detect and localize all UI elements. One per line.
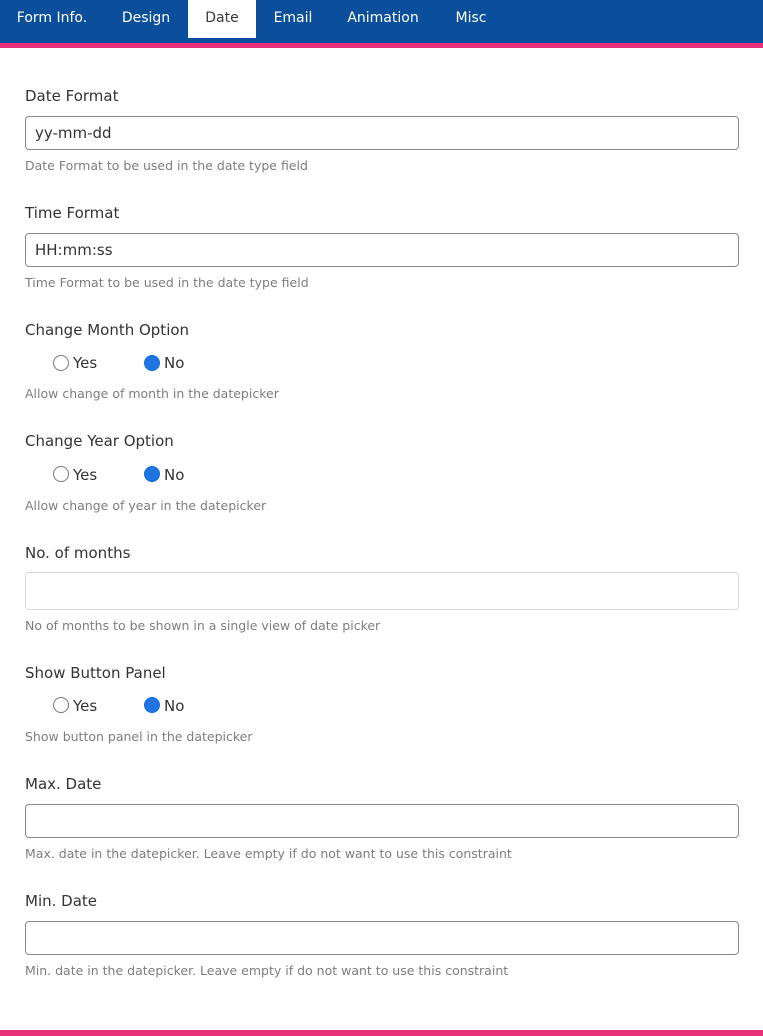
num-months-input[interactable] xyxy=(25,572,739,610)
min-date-label: Min. Date xyxy=(25,892,98,910)
change-year-yes-label[interactable]: Yes xyxy=(73,466,98,484)
change-month-yes-label[interactable]: Yes xyxy=(73,354,98,372)
change-month-no-radio[interactable] xyxy=(144,355,160,371)
change-year-label: Change Year Option xyxy=(25,432,174,450)
change-month-no-label[interactable]: No xyxy=(164,354,185,372)
tab-misc[interactable]: Misc xyxy=(455,10,487,26)
min-date-help: Min. date in the datepicker. Leave empty if do not want to use this constraint xyxy=(25,963,509,978)
max-date-label: Max. Date xyxy=(25,775,102,793)
tab-bar xyxy=(0,0,763,48)
button-panel-label: Show Button Panel xyxy=(25,664,166,682)
button-panel-no-label[interactable]: No xyxy=(164,697,185,715)
tab-date[interactable]: Date xyxy=(188,0,256,38)
change-year-no-radio[interactable] xyxy=(144,466,160,482)
date-format-label: Date Format xyxy=(25,87,119,105)
button-panel-no-radio[interactable] xyxy=(144,697,160,713)
button-panel-help: Show button panel in the datepicker xyxy=(25,729,253,744)
change-year-no-label[interactable]: No xyxy=(164,466,185,484)
max-date-help: Max. date in the datepicker. Leave empty if do not want to use this constraint xyxy=(25,846,512,861)
time-format-input[interactable] xyxy=(25,233,739,267)
date-format-input[interactable] xyxy=(25,116,739,150)
time-format-help: Time Format to be used in the date type field xyxy=(25,275,309,290)
change-year-yes-radio[interactable] xyxy=(53,466,69,482)
change-month-yes-radio[interactable] xyxy=(53,355,69,371)
min-date-input[interactable] xyxy=(25,921,739,955)
change-month-help: Allow change of month in the datepicker xyxy=(25,386,279,401)
max-date-input[interactable] xyxy=(25,804,739,838)
button-panel-yes-label[interactable]: Yes xyxy=(73,697,98,715)
change-month-label: Change Month Option xyxy=(25,321,190,339)
change-year-help: Allow change of year in the datepicker xyxy=(25,498,267,513)
button-panel-yes-radio[interactable] xyxy=(53,697,69,713)
num-months-help: No of months to be shown in a single view of date picker xyxy=(25,618,381,633)
footer-accent-bar xyxy=(0,1030,763,1036)
tab-email[interactable]: Email xyxy=(273,10,313,26)
date-format-help: Date Format to be used in the date type field xyxy=(25,158,308,173)
num-months-label: No. of months xyxy=(25,544,131,562)
time-format-label: Time Format xyxy=(25,204,120,222)
tab-design[interactable]: Design xyxy=(121,10,171,26)
tab-animation[interactable]: Animation xyxy=(347,10,419,26)
tab-form-info[interactable]: Form Info. xyxy=(16,10,88,26)
